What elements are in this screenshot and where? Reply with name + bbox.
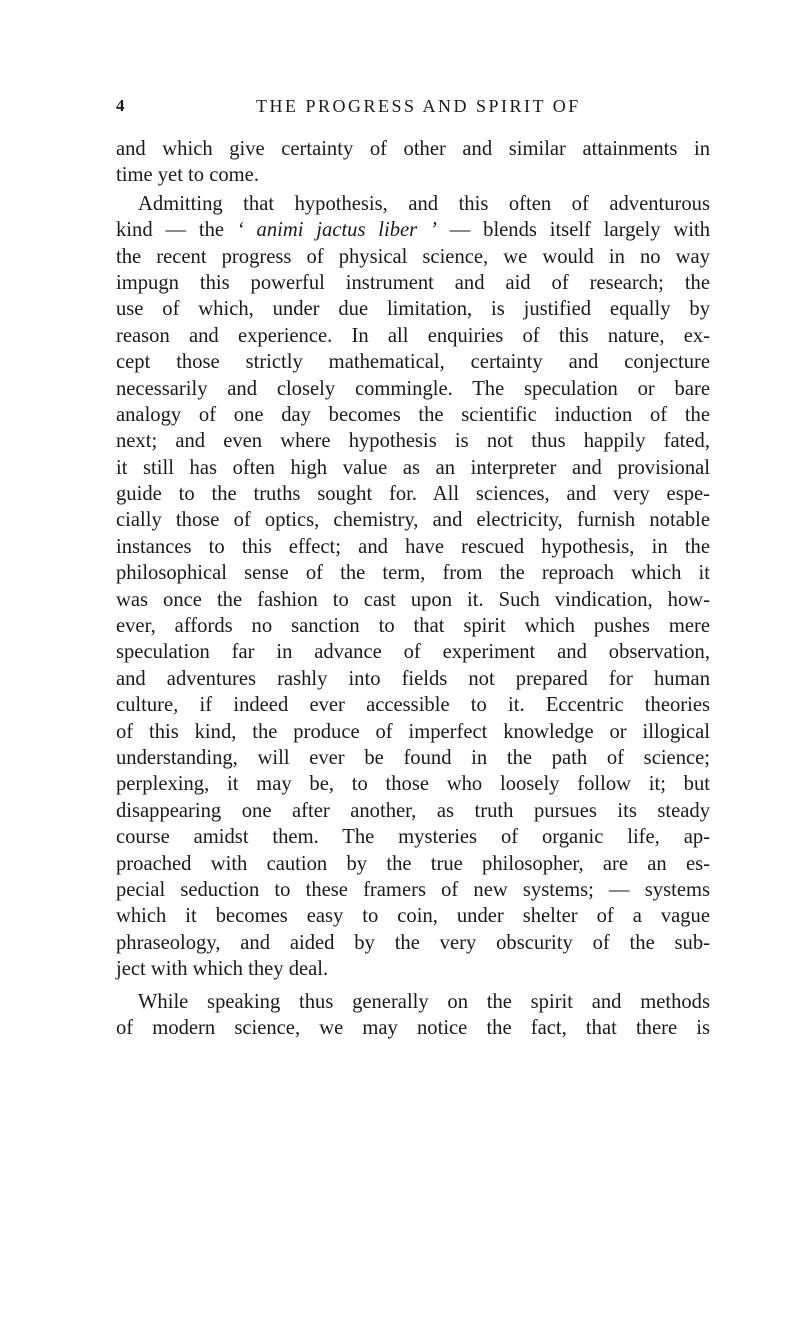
text-fragment: — blends itself largely with: [436, 219, 710, 242]
page-header: [116, 96, 706, 126]
text-line: Admitting that hypothesis, and this often of adventurous: [138, 192, 710, 215]
text-line: necessarily and closely commingle. The speculation or bare: [116, 377, 710, 400]
text-line: instances to this effect; and have rescued hypothesis, in the: [116, 535, 710, 558]
text-line: which it becomes easy to coin, under shelter of a vague: [116, 905, 710, 928]
text-line: of modern science, we may notice the fact, that there is: [116, 1016, 710, 1039]
text-line: cially those of optics, chemistry, and electricity, furnish notable: [116, 509, 710, 532]
text-line: understanding, will ever be found in the path of science;: [116, 746, 710, 769]
text-line: While speaking thus generally on the spirit and methods: [138, 990, 710, 1013]
text-line: cept those strictly mathematical, certainty and conjecture: [116, 351, 710, 374]
text-line: culture, if indeed ever accessible to it. Eccentric theories: [116, 694, 710, 717]
text-line: philosophical sense of the term, from the reproach which it: [116, 562, 710, 585]
text-line: was once the fashion to cast upon it. Such vindication, how-: [116, 588, 710, 611]
text-line: perplexing, it may be, to those who loosely follow it; but: [116, 773, 710, 796]
text-line: the recent progress of physical science, we would in no way: [116, 245, 710, 268]
text-line: course amidst them. The mysteries of organic life, ap-: [116, 826, 710, 849]
text-line: analogy of one day becomes the scientific induction of the: [116, 403, 710, 426]
text-line: next; and even where hypothesis is not thus happily fated,: [116, 430, 710, 453]
text-line: pecial seduction to these framers of new systems; — systems: [116, 878, 710, 901]
text-line: ject with which they deal.: [116, 958, 329, 981]
text-line: reason and experience. In all enquiries of this nature, ex-: [116, 324, 710, 347]
text-line: impugn this powerful instrument and aid of research; the: [116, 271, 710, 294]
paragraph: [116, 989, 710, 1042]
paragraph: [116, 136, 710, 189]
text-line: [116, 217, 710, 243]
latin-quotation: ‘ animi jactus liber ’: [236, 219, 437, 242]
running-title: THE PROGRESS AND SPIRIT OF: [256, 96, 581, 116]
text-line: proached with caution by the true philosopher, are an es-: [116, 852, 710, 875]
text-line: phraseology, and aided by the very obscurity of the sub-: [116, 931, 710, 954]
text-line: guide to the truths sought for. All sciences, and very espe-: [116, 483, 710, 506]
text-line: ever, affords no sanction to that spirit which pushes mere: [116, 615, 710, 638]
paragraph: [116, 191, 710, 983]
text-line: speculation far in advance of experiment and observation,: [116, 641, 710, 664]
text-line: it still has often high value as an interpreter and provisional: [116, 456, 710, 479]
text-line: time yet to come.: [116, 164, 259, 187]
text-line: of this kind, the produce of imperfect knowledge or illogical: [116, 720, 710, 743]
text-line: disappearing one after another, as truth pursues its steady: [116, 799, 710, 822]
page-number: 4: [116, 96, 125, 115]
text-line: and adventures rashly into fields not prepared for human: [116, 667, 710, 690]
text-fragment: kind — the: [116, 219, 237, 242]
text-line: use of which, under due limitation, is justified equally by: [116, 298, 710, 321]
body-text: [116, 136, 710, 1041]
text-line: and which give certainty of other and similar attainments in: [116, 138, 710, 160]
